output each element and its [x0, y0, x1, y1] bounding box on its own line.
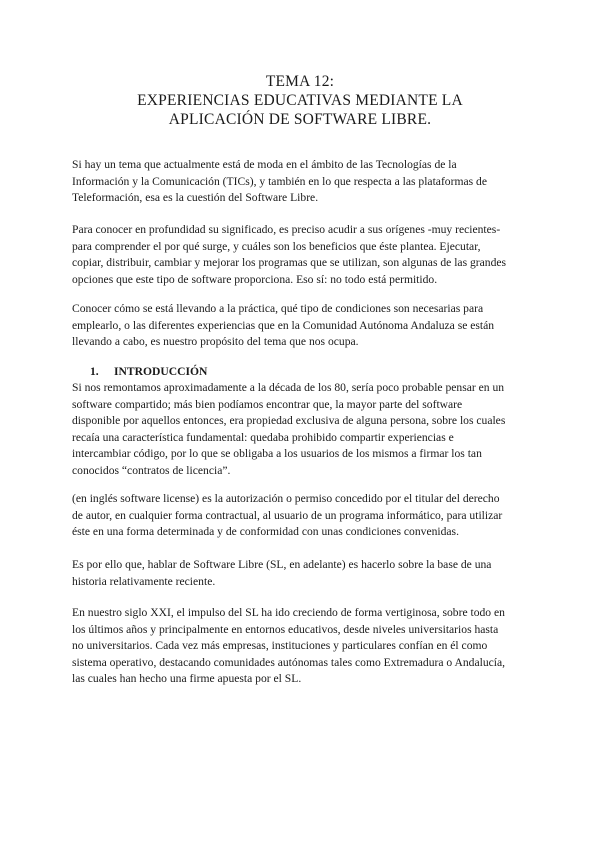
text-line: de autor, en cualquier forma contractual, al usuario de un programa informático, para utilizar	[72, 508, 503, 522]
text-line: conocidos “contratos de licencia”.	[72, 463, 231, 477]
text-line: llevando a cabo, es nuestro propósito del tema que nos ocupa.	[72, 335, 359, 349]
text-line: sistema operativo, destacando comunidades autónomas tales como Extremadura o Andalucía,	[72, 655, 506, 669]
title-line: EXPERIENCIAS EDUCATIVAS MEDIANTE LA	[137, 92, 463, 109]
text-line: emplearlo, o las diferentes experiencias que en la Comunidad Autónoma Andaluza se están	[72, 318, 495, 332]
intro-paragraph	[72, 157, 534, 207]
section-title: INTRODUCCIÓN	[114, 365, 208, 378]
section-paragraph	[72, 491, 534, 541]
text-line: copiar, distribuir, cambiar y mejorar los programas que se utilizan, son algunas de las grandes	[72, 256, 507, 270]
text-line: intercambiar código, por lo que se obligaba a los usuarios de los mismos a firmar los tan	[72, 447, 482, 461]
section-paragraph	[72, 605, 534, 688]
text-line: opciones que este tipo de software proporciona. Eso sí: no todo está permitido.	[72, 272, 438, 286]
intro-paragraph	[72, 222, 534, 288]
text-line: historia relativamente reciente.	[72, 574, 216, 588]
section-heading	[90, 364, 207, 380]
title-line: TEMA 12:	[265, 73, 335, 90]
text-line: las cuales han hecho una firme apuesta por el SL.	[72, 672, 302, 686]
text-line: disponible por aquellos entonces, era propiedad exclusiva de alguna persona, sobre los cuales	[72, 414, 506, 428]
text-line: los últimos años y principalmente en entornos educativos, desde niveles universitarios hasta	[72, 622, 499, 636]
text-line: Si hay un tema que actualmente está de moda en el ámbito de las Tecnologías de la	[72, 158, 457, 171]
text-line: Es por ello que, hablar de Software Libre (SL, en adelante) es hacerlo sobre la base de una	[72, 558, 492, 571]
text-line: software compartido; más bien podíamos encontrar que, la mayor parte del software	[72, 397, 463, 411]
title-line: APLICACIÓN DE SOFTWARE LIBRE.	[168, 111, 432, 128]
text-line: En nuestro siglo XXI, el impulso del SL ha ido creciendo de forma vertiginosa, sobre todo en	[72, 606, 505, 619]
text-line: Información y la Comunicación (TICs), y también en lo que respecta a las plataformas de	[72, 174, 487, 188]
section-paragraph	[72, 380, 534, 480]
intro-paragraph	[72, 301, 534, 351]
text-line: Para conocer en profundidad su significado, es preciso acudir a sus orígenes -muy recientes-	[72, 223, 501, 236]
text-line: (en inglés software license) es la autorización o permiso concedido por el titular del derecho	[72, 492, 500, 505]
text-line: para comprender el por qué surge, y cuáles son los beneficios que éste plantea. Ejecutar,	[72, 239, 481, 253]
text-line: Conocer cómo se está llevando a la práctica, qué tipo de condiciones son necesarias para	[72, 302, 484, 315]
text-line: éste en una forma determinada y de conformidad con unas condiciones convenidas.	[72, 525, 459, 539]
section-paragraph	[72, 557, 534, 590]
section-number: 1.	[90, 365, 99, 378]
text-line: no universitarios. Cada vez más empresas, instituciones y particulares confían en él como	[72, 639, 488, 653]
document-title	[60, 72, 540, 129]
text-line: Si nos remontamos aproximadamente a la década de los 80, sería poco probable pensar en un	[72, 381, 505, 394]
text-line: recaía una característica fundamental: quedaba prohibido compartir experiencias e	[72, 430, 454, 444]
text-line: Teleformación, esa es la cuestión del Software Libre.	[72, 191, 319, 205]
